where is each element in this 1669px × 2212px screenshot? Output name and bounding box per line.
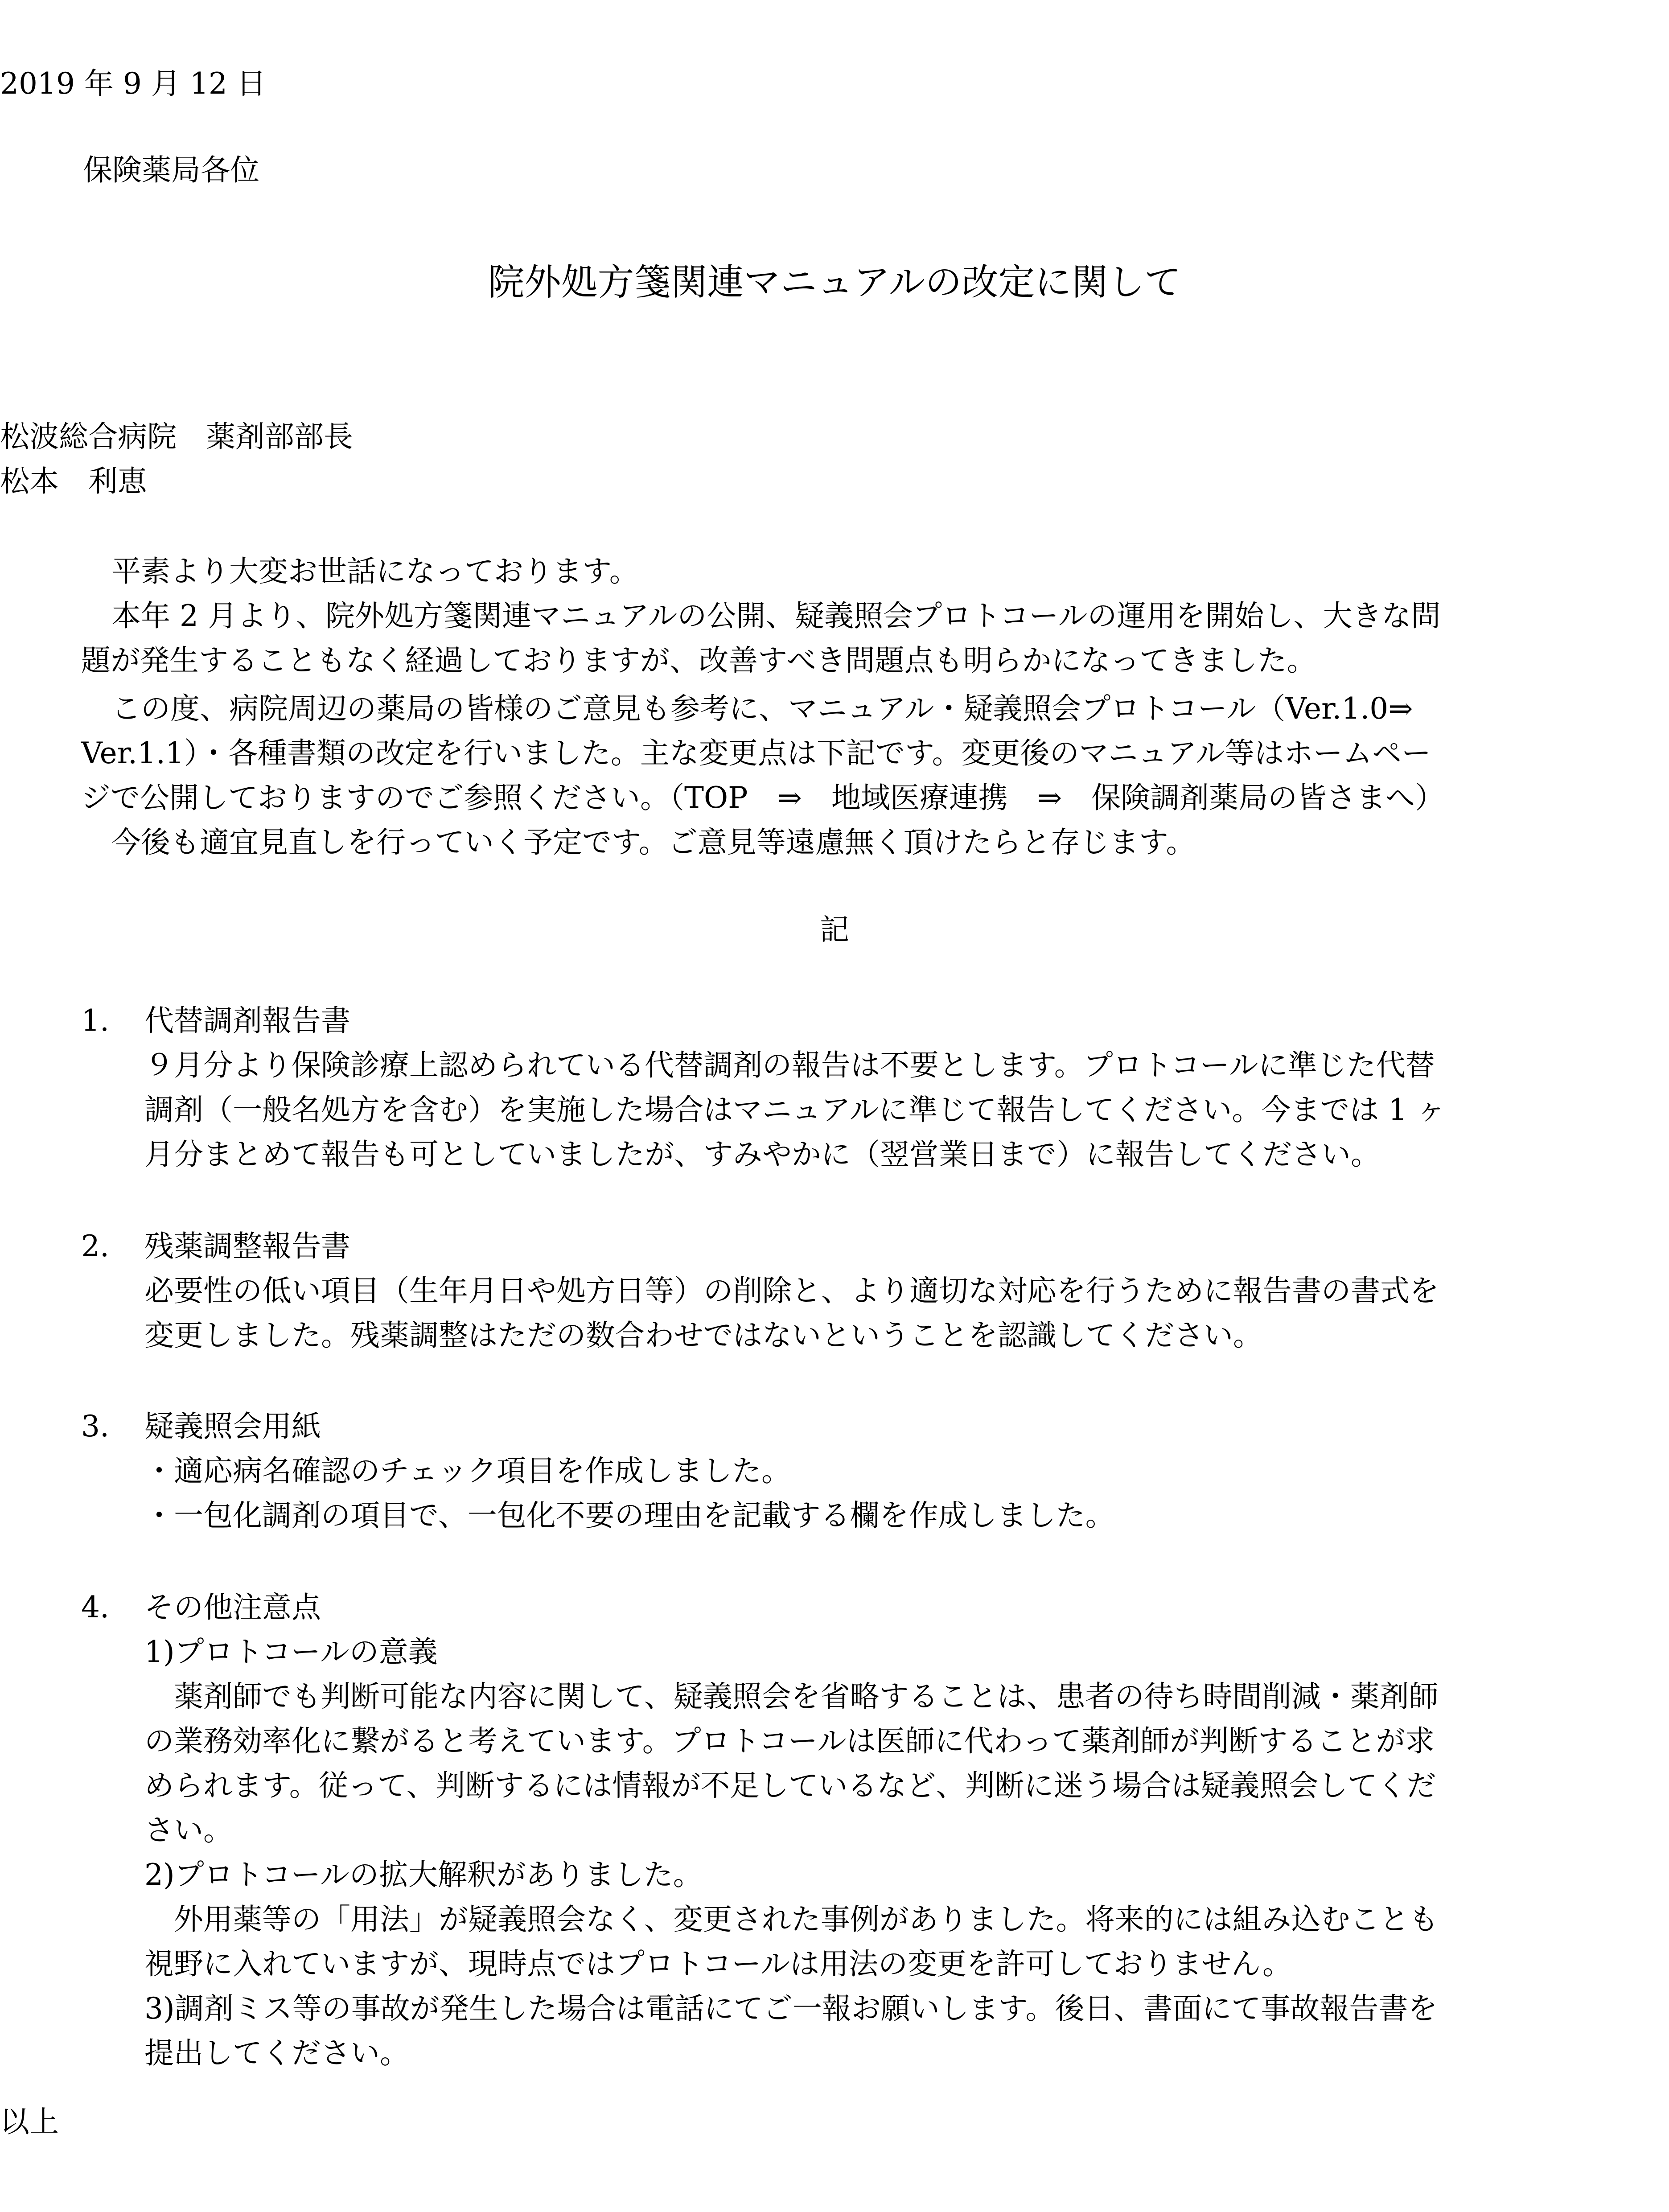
sender-organization: 松波総合病院 薬剤部部長 (0, 419, 353, 454)
section-1-line-2: 調剤（一般名処方を含む）を実施した場合はマニュアルに準じて報告してください。今までは 1 ヶ (144, 1093, 1446, 1127)
document-date: 2019 年 9 月 12 日 (0, 66, 266, 101)
section-4-sub-3-line-2: 提出してください。 (144, 2036, 409, 2070)
section-4-sub-2-line-2: 視野に入れていますが、現時点ではプロトコールは用法の変更を許可しておりません。 (144, 1947, 1292, 1981)
intro-paragraph-3-line-2: Ver.1.1）・各種書類の改定を行いました。主な変更点は下記です。変更後のマニュアル等はホームペー (81, 736, 1431, 770)
intro-paragraph-3-line-1: この度、病院周辺の薬局の皆様のご意見も参考に、マニュアル・疑義照会プロトコール（Ver.1.0⇒ (111, 691, 1413, 726)
section-4-sub-1-heading: 1)プロトコールの意義 (144, 1635, 438, 1669)
intro-paragraph-2-line-2: 題が発生することもなく経過しておりますが、改善すべき問題点も明らかになってきました。 (81, 643, 1316, 678)
section-4-sub-1-line-1: 薬剤師でも判断可能な内容に関して、疑義照会を省略することは、患者の待ち時間削減・薬剤師 (174, 1679, 1439, 1714)
section-1-line-3: 月分まとめて報告も可としていましたが、すみやかに（翌営業日まで）に報告してください。 (144, 1137, 1380, 1172)
section-3-bullet-1: ・適応病名確認のチェック項目を作成しました。 (144, 1454, 791, 1488)
intro-paragraph-3-line-3: ジで公開しておりますのでご参照ください。（TOP ⇒ 地域医療連携 ⇒ 保険調剤薬局の皆さまへ） (81, 781, 1445, 815)
section-2-heading: 残薬調整報告書 (144, 1229, 350, 1263)
document-title: 院外処方箋関連マニュアルの改定に関して (488, 261, 1181, 304)
section-4-number: 4. (81, 1590, 109, 1624)
section-2-line-2: 変更しました。残薬調整はただの数合わせではないということを認識してください。 (144, 1318, 1262, 1353)
intro-greeting: 平素より大変お世話になっております。 (111, 554, 639, 588)
closing-mark: 以上 (0, 2105, 59, 2139)
intro-paragraph-4: 今後も適宜見直しを行っていく予定です。ご意見等遠慮無く頂けたらと存じます。 (111, 825, 1196, 859)
section-4-sub-1-line-4: さい。 (144, 1813, 233, 1847)
section-4-sub-1-line-2: の業務効率化に繋がると考えています。プロトコールは医師に代わって薬剤師が判断することが求 (144, 1724, 1435, 1758)
section-1-line-1: ９月分より保険診療上認められている代替調剤の報告は不要とします。プロトコールに準じた代替 (144, 1048, 1435, 1082)
intro-paragraph-2-line-1: 本年 2 月より、院外処方箋関連マニュアルの公開、疑義照会プロトコールの運用を開始し、大きな問 (111, 599, 1441, 633)
section-1-number: 1. (81, 1003, 109, 1038)
section-1-heading: 代替調剤報告書 (144, 1003, 350, 1038)
section-2-number: 2. (81, 1229, 109, 1263)
section-4-sub-1-line-3: められます。従って、判断するには情報が不足しているなど、判断に迷う場合は疑義照会してくだ (144, 1768, 1436, 1803)
section-4-sub-3-line-1: 3)調剤ミス等の事故が発生した場合は電話にてご一報お願いします。後日、書面にて事故報告書を (144, 1991, 1438, 2026)
section-3-bullet-2: ・一包化調剤の項目で、一包化不要の理由を記載する欄を作成しました。 (144, 1498, 1115, 1533)
section-4-heading: その他注意点 (144, 1590, 321, 1624)
section-3-number: 3. (81, 1409, 109, 1443)
ki-heading: 記 (820, 913, 849, 947)
addressee: 保険薬局各位 (83, 153, 259, 187)
section-4-sub-2-line-1: 外用薬等の「用法」が疑義照会なく、変更された事例がありました。将来的には組み込むことも (174, 1902, 1439, 1937)
section-4-sub-2-heading: 2)プロトコールの拡大解釈がありました。 (144, 1858, 703, 1892)
section-3-heading: 疑義照会用紙 (144, 1409, 321, 1443)
section-2-line-1: 必要性の低い項目（生年月日や処方日等）の削除と、より適切な対応を行うために報告書の書式を (144, 1274, 1439, 1308)
sender-name: 松本 利恵 (0, 464, 147, 498)
